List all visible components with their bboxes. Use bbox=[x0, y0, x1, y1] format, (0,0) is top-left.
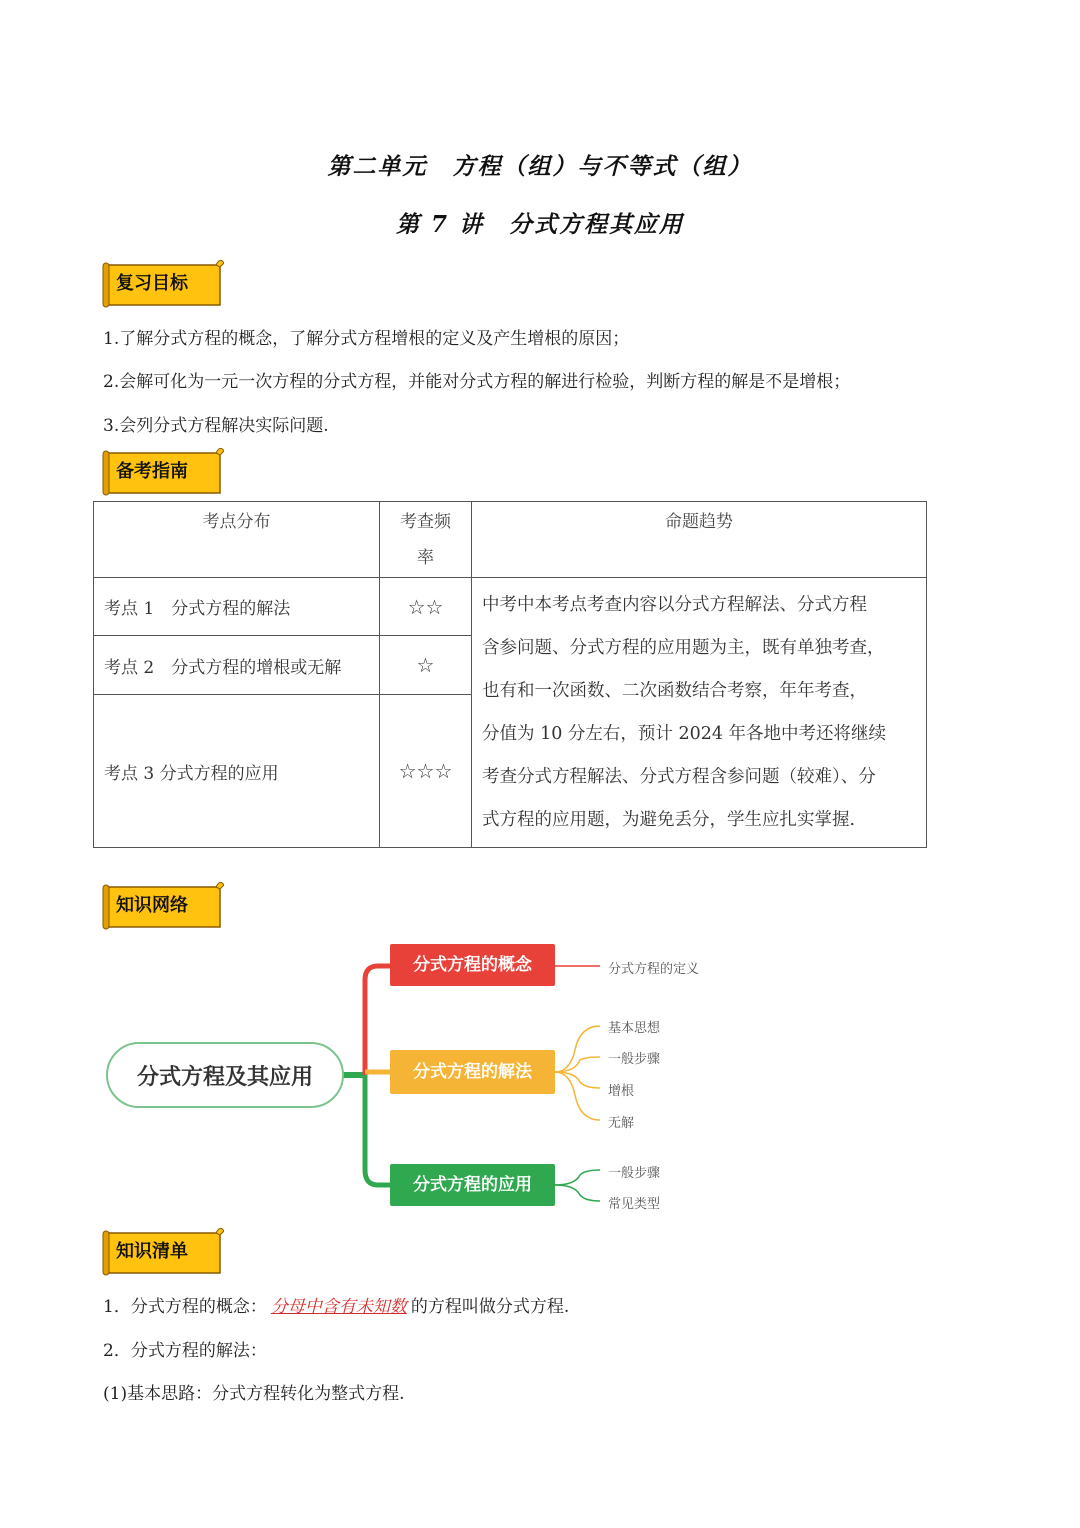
table-row-point: 考点 3 分式方程的应用 bbox=[94, 695, 380, 848]
mindmap-branch-application: 分式方程的应用 bbox=[390, 1164, 555, 1206]
mindmap-leaf: 增根 bbox=[608, 1084, 635, 1099]
mindmap-leaf: 无解 bbox=[608, 1116, 635, 1131]
table-header-cell: 考点分布 bbox=[94, 502, 380, 578]
table-row-point: 考点 2 分式方程的增根或无解 bbox=[94, 636, 380, 695]
section-banner-knowledge-list bbox=[102, 1225, 222, 1275]
star-rating: ☆☆ bbox=[380, 578, 472, 636]
mindmap-leaf: 常见类型 bbox=[608, 1197, 661, 1212]
exam-guide-table bbox=[93, 501, 927, 848]
trend-cell: 中考中本考点考查内容以分式方程解法、分式方程 含参问题、分式方程的应用题为主，既有单独考查， 也有和一次函数、二次函数结合考察，年年考查， 分值为 10 分左右，预计 2024 年各地中考还将继续 考查分式方程解法、分式方程含参问题（较难）、分 式方程的应用题，为避免丢分，学生应扎实掌握. bbox=[472, 578, 927, 848]
table-header-cell: 考查频 率 bbox=[380, 502, 472, 578]
table-header-cell: 命题趋势 bbox=[472, 502, 927, 578]
mindmap-branch-concept: 分式方程的概念 bbox=[390, 944, 555, 986]
goal-1: 1.了解分式方程的概念，了解分式方程增根的定义及产生增根的原因； bbox=[103, 329, 630, 349]
goal-2: 2.会解可化为一元一次方程的分式方程，并能对分式方程的解进行检验，判断方程的解是不是增根； bbox=[103, 372, 851, 392]
mindmap-root: 分式方程及其应用 bbox=[136, 1065, 313, 1090]
banner-label: 知识清单 bbox=[116, 1241, 188, 1262]
knowledge-item-2-1: (1)基本思路：分式方程转化为整式方程. bbox=[103, 1384, 405, 1404]
section-banner-review-goals bbox=[102, 257, 222, 307]
banner-label: 知识网络 bbox=[116, 895, 188, 916]
mindmap-leaf: 一般步骤 bbox=[608, 1052, 661, 1067]
mindmap-leaf: 基本思想 bbox=[608, 1021, 661, 1036]
star-rating: ☆☆☆ bbox=[380, 695, 472, 848]
mindmap bbox=[0, 930, 1080, 1220]
goal-3: 3.会列分式方程解决实际问题. bbox=[103, 416, 329, 436]
section-banner-knowledge-network bbox=[102, 879, 222, 929]
banner-label: 备考指南 bbox=[116, 461, 188, 482]
mindmap-leaf: 分式方程的定义 bbox=[608, 962, 700, 977]
lecture-title: 第 7 讲 分式方程其应用 bbox=[395, 211, 685, 238]
knowledge-item-2: 2．分式方程的解法： bbox=[103, 1341, 267, 1361]
answer-fill-blank: 分母中含有未知数 bbox=[270, 1297, 407, 1317]
section-banner-exam-guide bbox=[102, 445, 222, 495]
table-row-point: 考点 1 分式方程的解法 bbox=[94, 578, 380, 636]
star-rating: ☆ bbox=[380, 636, 472, 695]
mindmap-leaf: 一般步骤 bbox=[608, 1166, 661, 1181]
knowledge-item-1: 1．分式方程的概念： 分母中含有未知数 的方程叫做分式方程. bbox=[103, 1297, 570, 1317]
banner-label: 复习目标 bbox=[116, 273, 188, 294]
unit-title: 第二单元 方程（组）与不等式（组） bbox=[327, 153, 753, 180]
mindmap-branch-solution: 分式方程的解法 bbox=[390, 1050, 555, 1094]
